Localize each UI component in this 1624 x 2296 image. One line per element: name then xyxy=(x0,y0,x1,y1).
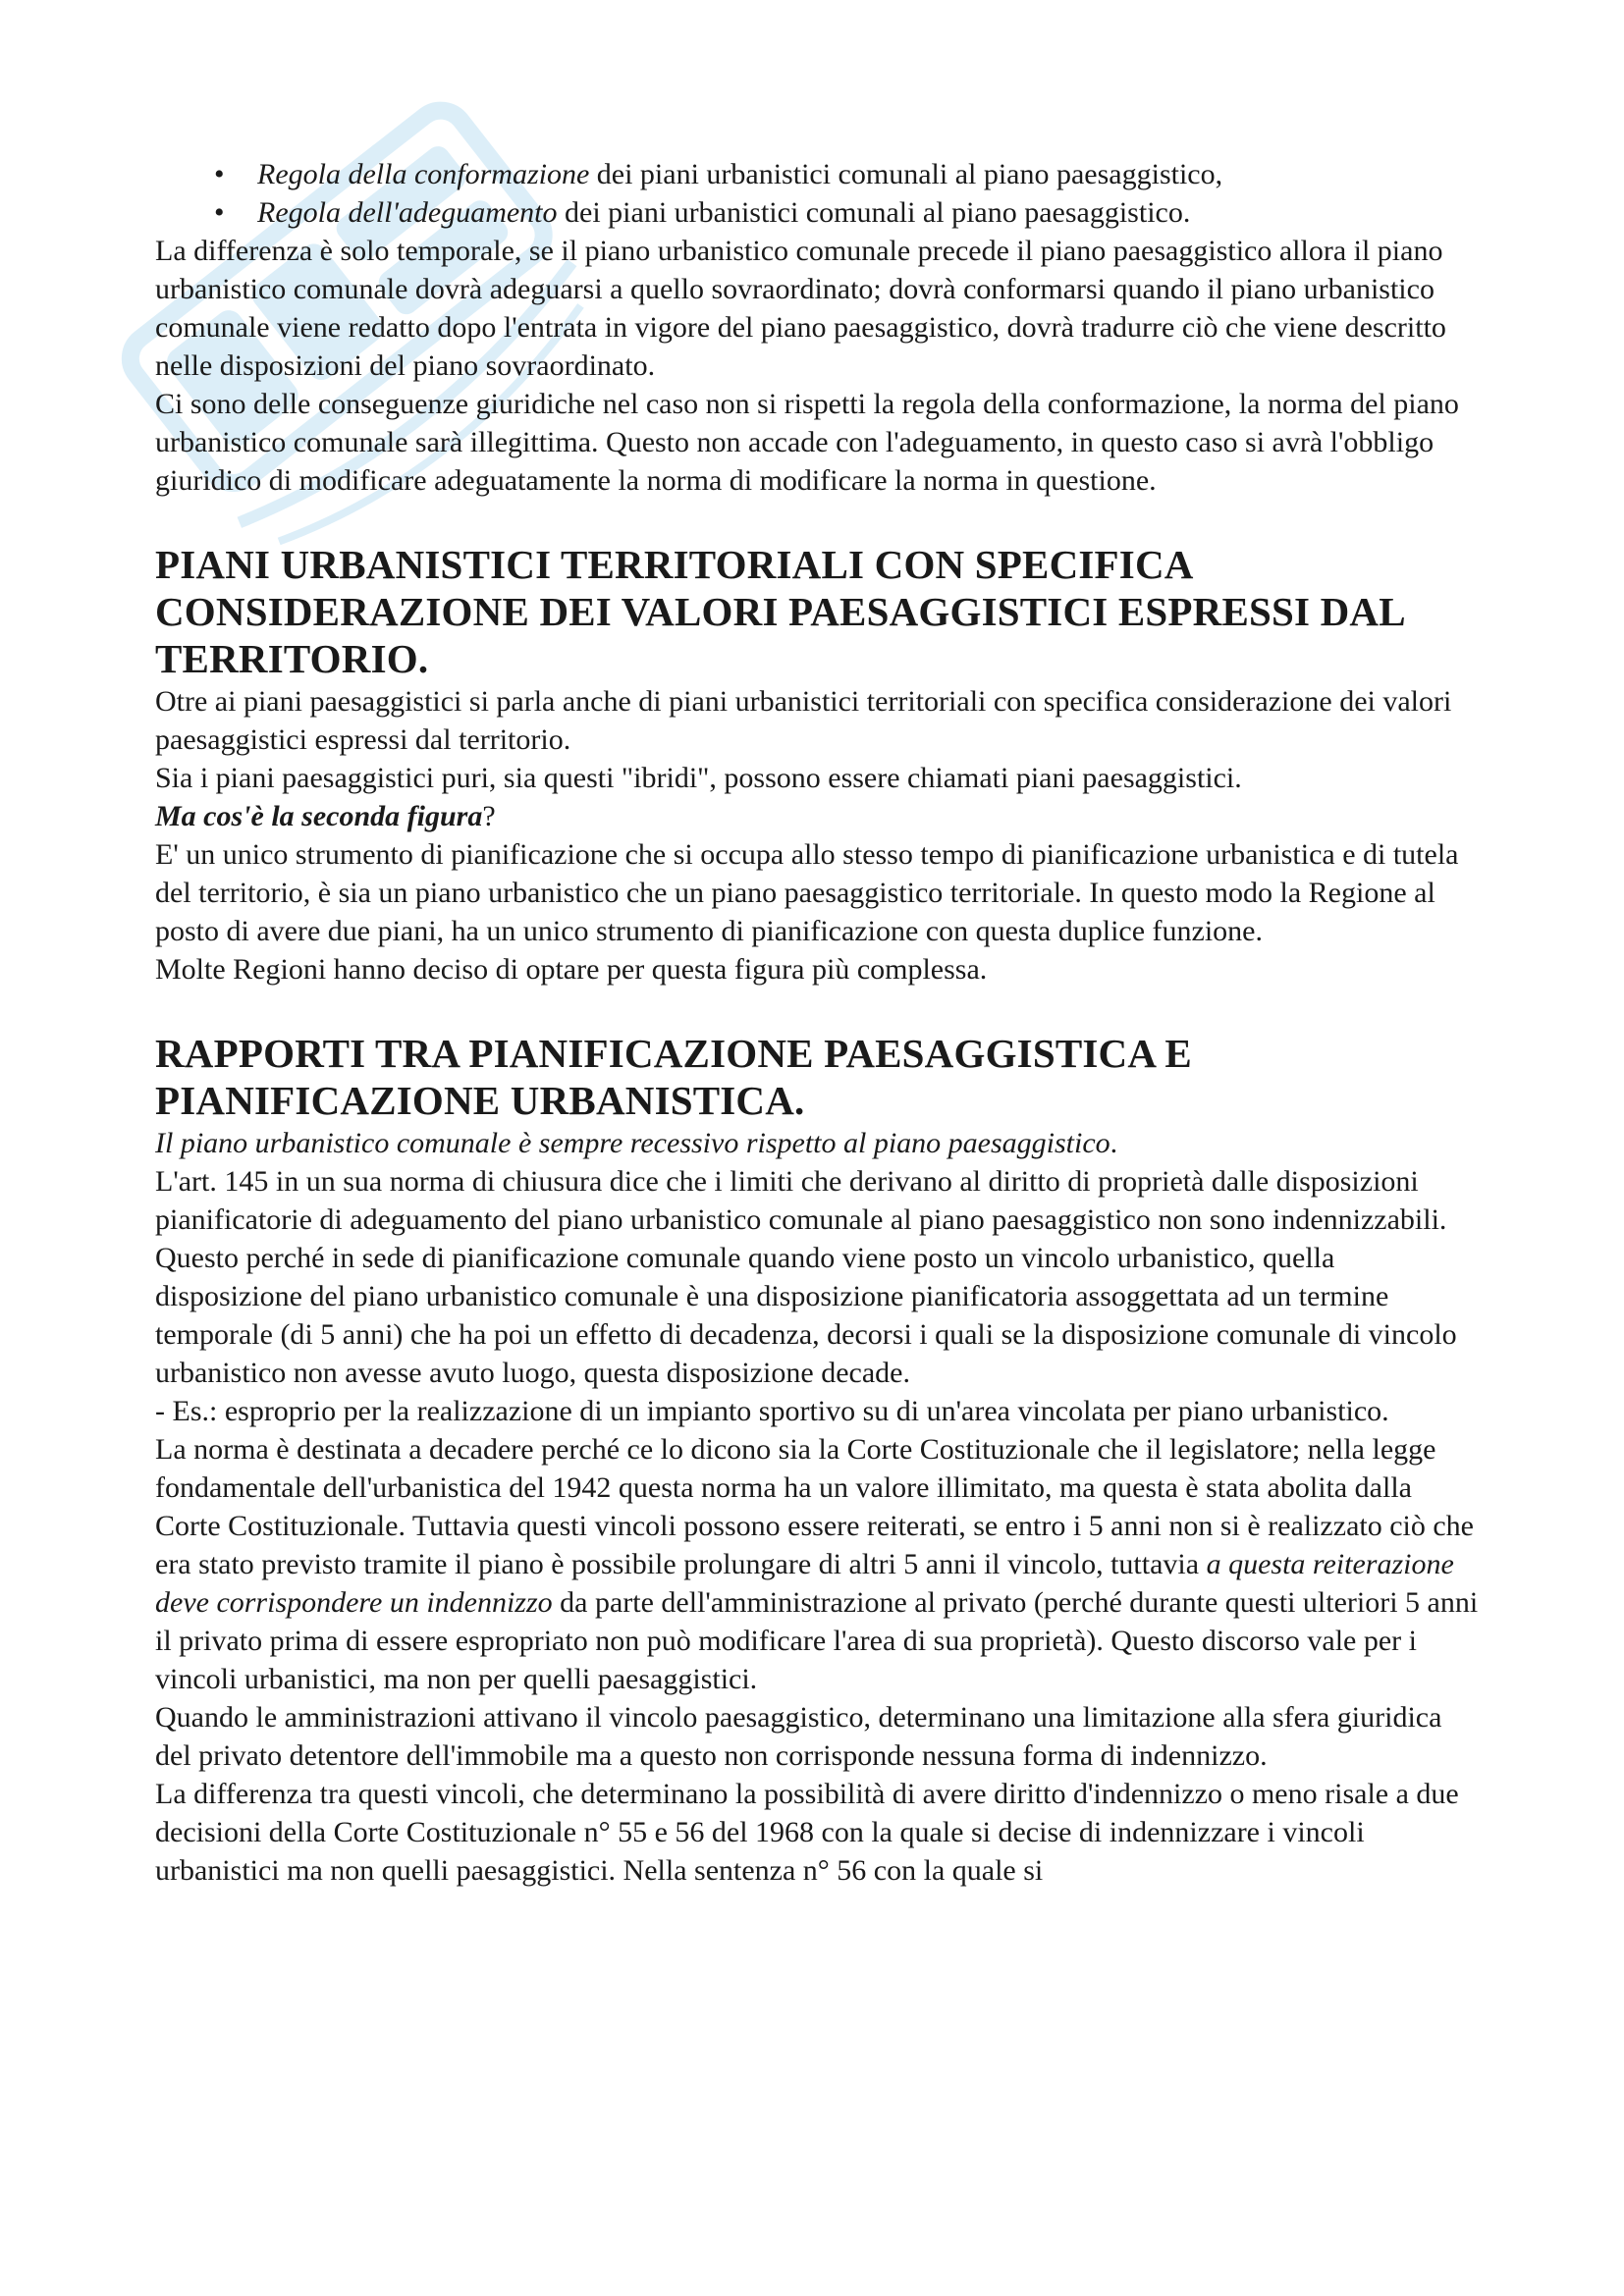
paragraph: Ci sono delle conseguenze giuridiche nel caso non si rispetti la regola della conformazione, la norma del piano urbanistico comunale sarà illegittima. Questo non accade con l'adeguamento, in questo caso si avrà l'obbligo giuridico di modificare adeguatamente la norma di modificare la norma in questione. xyxy=(155,388,1459,497)
question-line xyxy=(155,797,1481,835)
paragraph: Molte Regioni hanno deciso di optare per questa figura più complessa. xyxy=(155,953,988,986)
lead-text: Il piano urbanistico comunale è sempre recessivo rispetto al piano paesaggistico xyxy=(155,1127,1110,1159)
list-item xyxy=(257,193,1481,232)
rule-name: Regola della conformazione xyxy=(257,158,590,190)
paragraph: Quando le amministrazioni attivano il vincolo paesaggistico, determinano una limitazione alla sfera giuridica del privato detentore dell'immobile ma a questo non corrisponde nessuna forma di indennizzo. xyxy=(155,1701,1442,1772)
section-heading-rapporti: RAPPORTI TRA PIANIFICAZIONE PAESAGGISTICA E PIANIFICAZIONE URBANISTICA. xyxy=(155,1031,1192,1123)
paragraph: La differenza è solo temporale, se il piano urbanistico comunale precede il piano paesaggistico allora il piano urbanistico comunale dovrà adeguarsi a quello sovraordinato; dovrà conformarsi quando il piano urbanistico comunale viene redatto dopo l'entrata in vigore del piano paesaggistico, dovrà tradurre ciò che viene descritto nelle disposizioni del piano sovraordinato. xyxy=(155,235,1446,382)
lead-dot: . xyxy=(1110,1127,1118,1159)
paragraph: L'art. 145 in un sua norma di chiusura dice che i limiti che derivano al diritto di proprietà dalle disposizioni pianificatorie di adeguamento del piano urbanistico comunale al piano paesaggistico non sono indennizzabili. Questo perché in sede di pianificazione comunale quando viene posto un vincolo urbanistico, quella disposizione del piano urbanistico comunale è una disposizione pianificatoria assoggettata ad un termine temporale (di 5 anni) che ha poi un effetto di decadenza, decorsi i quali se la disposizione comunale di vincolo urbanistico non avesse avuto luogo, questa disposizione decade. xyxy=(155,1165,1457,1389)
section-heading-piani-urbanistici: PIANI URBANISTICI TERRITORIALI CON SPECIFICA CONSIDERAZIONE DEI VALORI PAESAGGISTICI ESPRESSI DAL TERRITORIO. xyxy=(155,542,1404,681)
question-mark: ? xyxy=(482,800,496,832)
text-run: da parte dell'amministrazione al privato (perché durante questi ulteriori 5 anni il privato prima di essere espropriato non può modificare l'area di sua proprietà). Questo discorso vale per i vincoli urbanistici, ma non per quelli paesaggistici. xyxy=(155,1586,1479,1695)
emphasis-run: a questa reiterazione deve corrispondere un indennizzo xyxy=(155,1548,1454,1619)
paragraph: Sia i piani paesaggistici puri, sia questi "ibridi", possono essere chiamati piani paesaggistici. xyxy=(155,762,1242,794)
paragraph xyxy=(155,1430,1481,1698)
rule-text: dei piani urbanistici comunali al piano paesaggistico. xyxy=(557,196,1191,229)
lead-line xyxy=(155,1124,1481,1162)
paragraph: Otre ai piani paesaggistici si parla anche di piani urbanistici territoriali con specifica considerazione dei valori paesaggistici espressi dal territorio. xyxy=(155,685,1452,756)
rule-name: Regola dell'adeguamento xyxy=(257,196,558,229)
paragraph: - Es.: esproprio per la realizzazione di un impianto sportivo su di un'area vincolata per piano urbanistico. xyxy=(155,1395,1389,1427)
list-item xyxy=(257,155,1481,193)
document-page xyxy=(155,155,1481,1890)
paragraph: La differenza tra questi vincoli, che determinano la possibilità di avere diritto d'indennizzo o meno risale a due decisioni della Corte Costituzionale n° 55 e 56 del 1968 con la quale si decise di indennizzare i vincoli urbanistici ma non quelli paesaggistici. Nella sentenza n° 56 con la quale si xyxy=(155,1778,1459,1887)
rule-text: dei piani urbanistici comunali al piano paesaggistico, xyxy=(589,158,1223,190)
text-run: La norma è destinata a decadere perché ce lo dicono sia la Corte Costituzionale che il legislatore; nella legge fondamentale dell'urbanistica del 1942 questa norma ha un valore illimitato, ma questa è stata abolita dalla Corte Costituzionale. Tuttavia questi vincoli possono essere reiterati, se entro i 5 anni non si è realizzato ciò che era stato previsto tramite il piano è possibile prolungare di altri 5 anni il vincolo, tuttavia xyxy=(155,1433,1474,1580)
question-text: Ma cos'è la seconda figura xyxy=(155,800,483,832)
paragraph: E' un unico strumento di pianificazione che si occupa allo stesso tempo di pianificazione urbanistica e di tutela del territorio, è sia un piano urbanistico che un piano paesaggistico territoriale. In questo modo la Regione al posto di avere due piani, ha un unico strumento di pianificazione con questa duplice funzione. xyxy=(155,838,1459,947)
rules-list xyxy=(155,155,1481,232)
